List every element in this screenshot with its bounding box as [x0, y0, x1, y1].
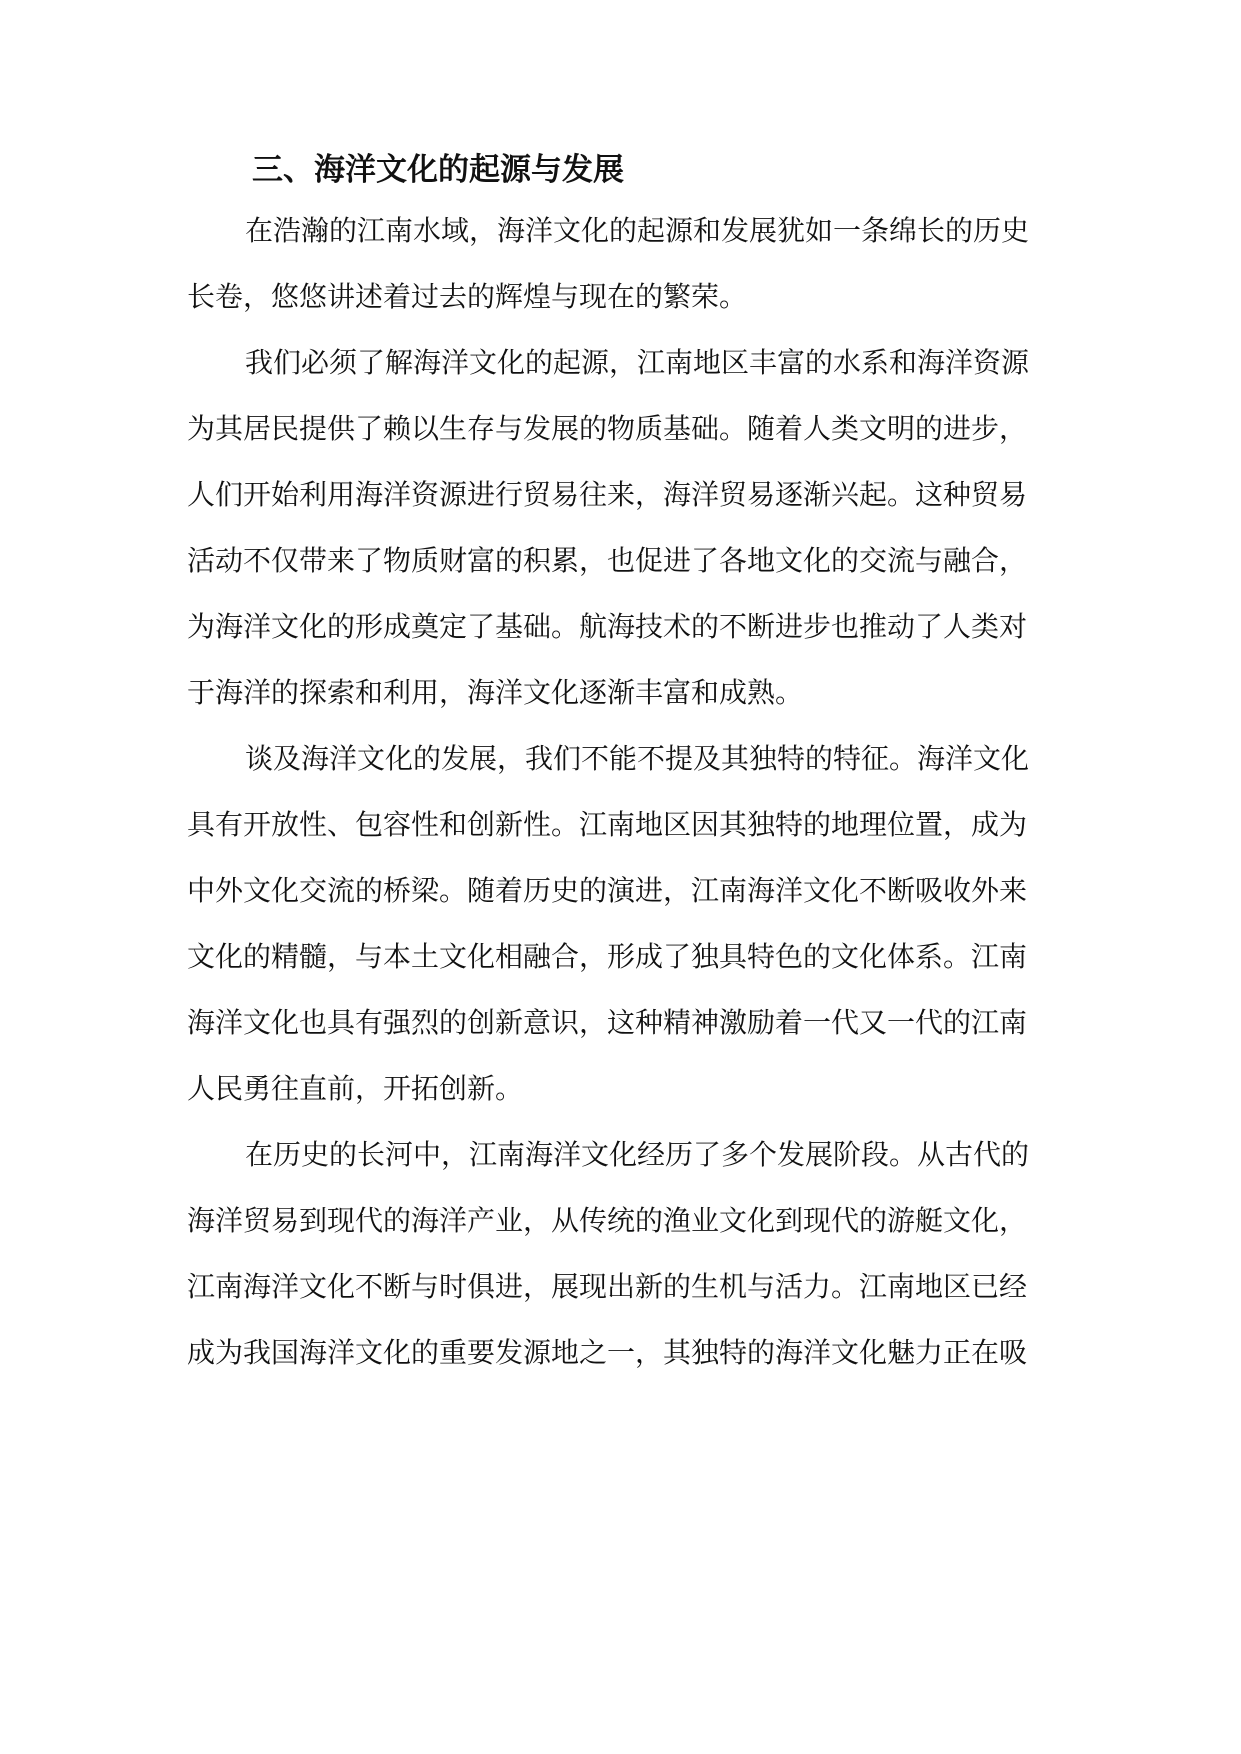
paragraph-4-line-3: 江南海洋文化不断与时俱进，展现出新的生机与活力。江南地区已经 [187, 1270, 1028, 1303]
paragraph-3-line-1: 谈及海洋文化的发展，我们不能不提及其独特的特征。海洋文化 [245, 742, 1030, 775]
paragraph-1-line-1: 在浩瀚的江南水域，海洋文化的起源和发展犹如一条绵长的历史 [245, 214, 1030, 247]
paragraph-1-line-2: 长卷，悠悠讲述着过去的辉煌与现在的繁荣。 [187, 280, 748, 313]
paragraph-3-line-2: 具有开放性、包容性和创新性。江南地区因其独特的地理位置，成为 [187, 808, 1028, 841]
paragraph-2-line-3: 人们开始利用海洋资源进行贸易往来，海洋贸易逐渐兴起。这种贸易 [187, 478, 1028, 511]
paragraph-3-line-6: 人民勇往直前，开拓创新。 [187, 1072, 524, 1105]
paragraph-3-line-5: 海洋文化也具有强烈的创新意识，这种精神激励着一代又一代的江南 [187, 1006, 1028, 1039]
paragraph-2-line-6: 于海洋的探索和利用，海洋文化逐渐丰富和成熟。 [187, 676, 804, 709]
paragraph-4-line-4: 成为我国海洋文化的重要发源地之一，其独特的海洋文化魅力正在吸 [187, 1336, 1028, 1369]
paragraph-2-line-2: 为其居民提供了赖以生存与发展的物质基础。随着人类文明的进步， [187, 412, 1028, 445]
section-heading: 三、海洋文化的起源与发展 [252, 152, 624, 188]
paragraph-2-line-4: 活动不仅带来了物质财富的积累，也促进了各地文化的交流与融合， [187, 544, 1028, 577]
paragraph-3-line-3: 中外文化交流的桥梁。随着历史的演进，江南海洋文化不断吸收外来 [187, 874, 1028, 907]
paragraph-2-line-1: 我们必须了解海洋文化的起源，江南地区丰富的水系和海洋资源 [245, 346, 1030, 379]
paragraph-4-line-2: 海洋贸易到现代的海洋产业，从传统的渔业文化到现代的游艇文化， [187, 1204, 1028, 1237]
paragraph-4-line-1: 在历史的长河中，江南海洋文化经历了多个发展阶段。从古代的 [245, 1138, 1030, 1171]
paragraph-2-line-5: 为海洋文化的形成奠定了基础。航海技术的不断进步也推动了人类对 [187, 610, 1028, 643]
paragraph-3-line-4: 文化的精髓，与本土文化相融合，形成了独具特色的文化体系。江南 [187, 940, 1028, 973]
